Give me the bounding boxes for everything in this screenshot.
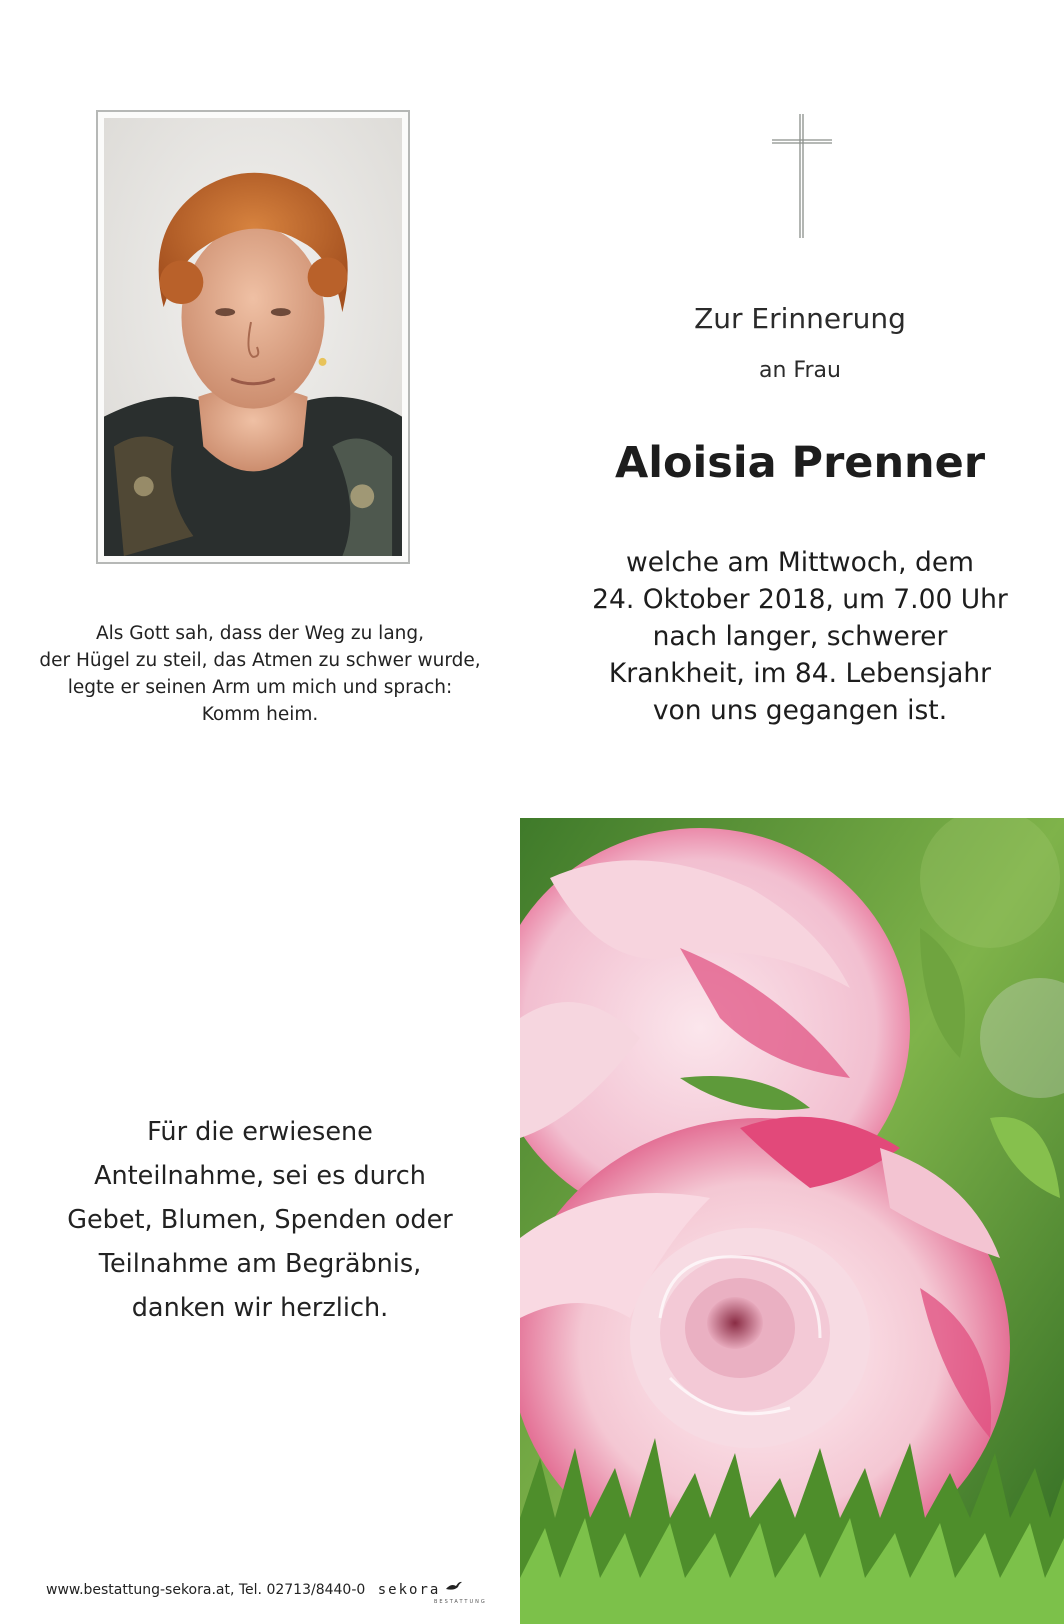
portrait-illustration [104,118,402,556]
portrait-photo [96,110,410,564]
thanks-text [20,1110,500,1330]
footer-logo-sub: BESTATTUNG [434,1599,487,1605]
death-line: Krankheit, im 84. Lebensjahr [608,658,992,689]
thanks-line: Für die erwiesene [147,1117,373,1147]
death-line: nach langer, schwerer [652,621,948,652]
thanks-line: Teilnahme am Begräbnis, [98,1249,422,1279]
intro-heading: Zur Erinnerung [694,302,906,335]
death-line: von uns gegangen ist. [652,695,948,726]
cross-icon [770,112,834,240]
poem [20,620,500,728]
thanks-line: Anteilnahme, sei es durch [94,1161,426,1191]
poem-line: der Hügel zu steil, das Atmen zu schwer wurde, [39,650,481,671]
sekora-bird-icon [445,1580,463,1592]
death-notice [560,544,1040,729]
thanks-line: danken wir herzlich. [131,1293,389,1323]
footer-logo: sekora [377,1582,441,1598]
deceased-name: Aloisia Prenner [614,438,986,488]
death-line: welche am Mittwoch, dem [626,547,974,578]
thanks-line: Gebet, Blumen, Spenden oder [67,1205,453,1235]
footer [46,1580,506,1605]
intro-subheading: an Frau [759,358,841,383]
death-line: 24. Oktober 2018, um 7.00 Uhr [592,584,1008,615]
poem-line: legte er seinen Arm um mich und sprach: [67,677,453,698]
poem-line: Komm heim. [201,704,319,725]
footer-contact: www.bestattung-sekora.at, Tel. 02713/8440-0 [46,1582,366,1598]
rose-photo [520,818,1064,1624]
rose-illustration [520,818,1064,1624]
poem-line: Als Gott sah, dass der Weg zu lang, [95,623,425,644]
